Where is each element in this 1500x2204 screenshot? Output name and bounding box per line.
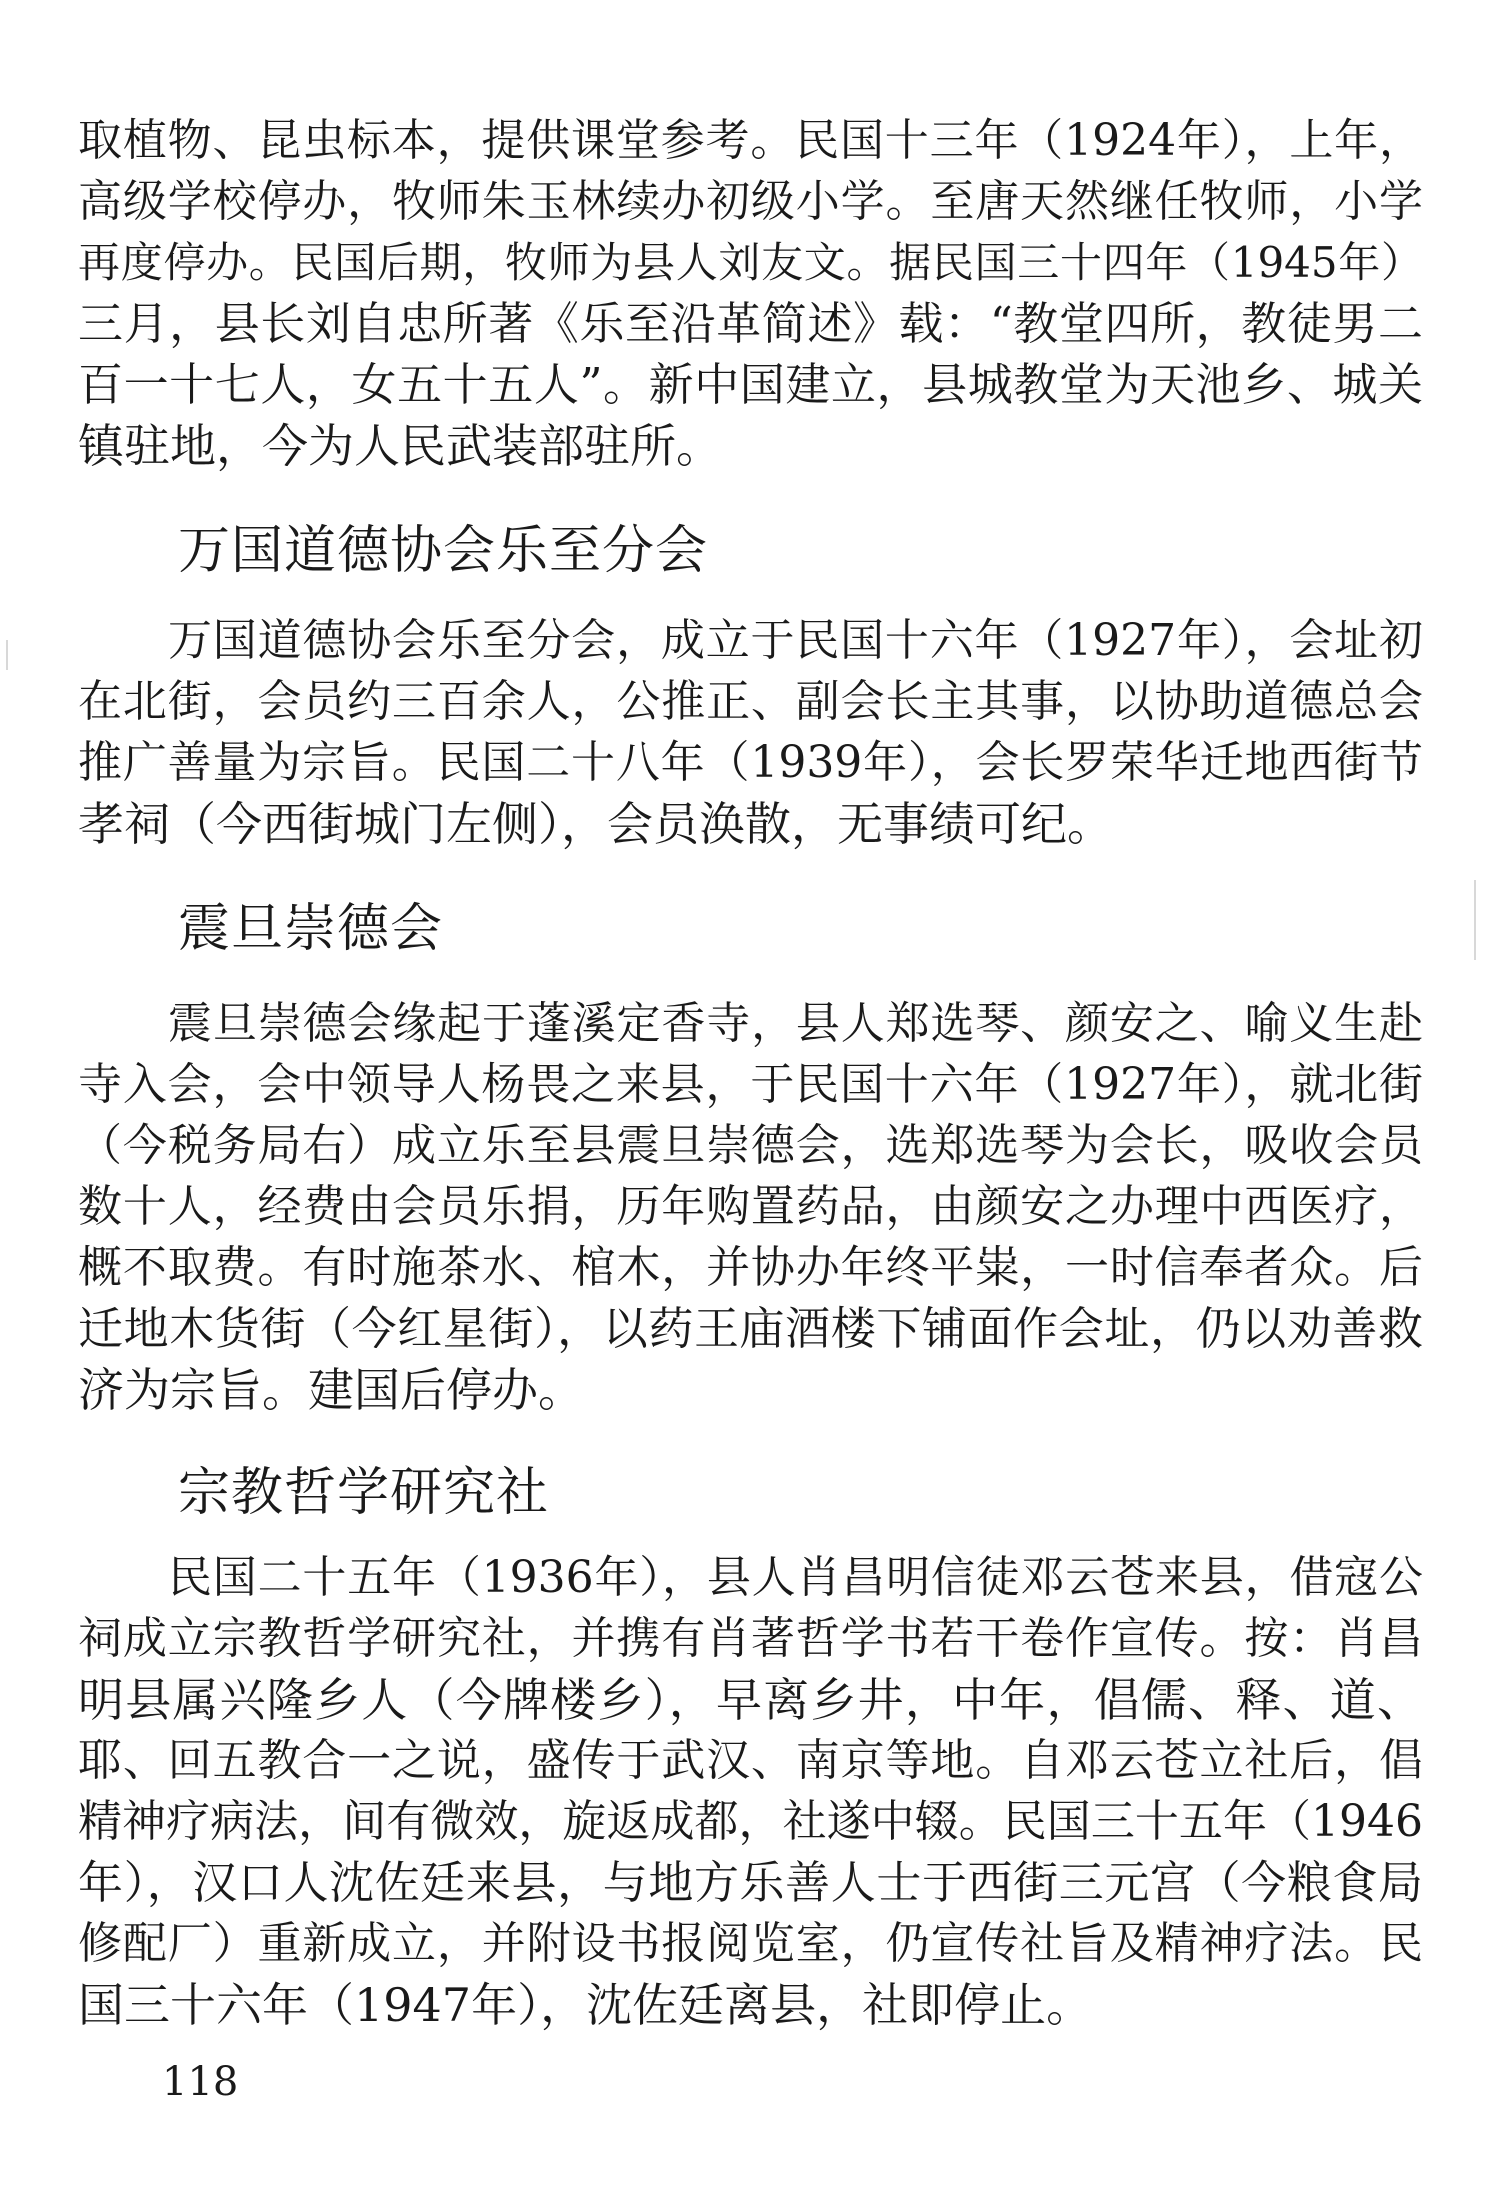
section-heading: 宗教哲学研究社 xyxy=(178,1463,550,1523)
paragraph-line: 精神疗病法，间有微效，旋返成都，社遂中辍。民国三十五年（1946 xyxy=(78,1796,1423,1847)
paragraph-line: 数十人，经费由会员乐捐，历年购置药品，由颜安之办理中西医疗， xyxy=(78,1181,1423,1232)
paragraph-line: 推广善量为宗旨。民国二十八年（1939年），会长罗荣华迁地西街节 xyxy=(78,737,1423,788)
paragraph-line: 高级学校停办，牧师朱玉林续办初级小学。至唐天然继任牧师，小学 xyxy=(78,176,1423,227)
paragraph-line: 震旦崇德会缘起于蓬溪定香寺，县人郑选琴、颜安之、喻义生赴 xyxy=(168,998,1423,1049)
paragraph-line: 再度停办。民国后期，牧师为县人刘友文。据民国三十四年（1945年） xyxy=(78,238,1423,287)
paragraph-line: 祠成立宗教哲学研究社，并携有肖著哲学书若干卷作宣传。按：肖昌 xyxy=(78,1613,1423,1664)
paragraph-line: 国三十六年（1947年），沈佐廷离县，社即停止。 xyxy=(78,1978,1093,2032)
paragraph-line: 耶、回五教合一之说，盛传于武汉、南京等地。自邓云苍立社后，倡 xyxy=(78,1735,1423,1786)
paragraph-line: 三月，县长刘自忠所著《乐至沿革简述》载：“教堂四所，教徒男二 xyxy=(78,297,1423,350)
paragraph-line: 年），汉口人沈佐廷来县，与地方乐善人士于西街三元宫（今粮食局 xyxy=(78,1856,1423,1909)
section-heading: 万国道德协会乐至分会 xyxy=(178,521,709,581)
paragraph-line: 修配厂）重新成立，并附设书报阅览室，仍宣传社旨及精神疗法。民 xyxy=(78,1918,1423,1969)
paragraph-line: 明县属兴隆乡人（今牌楼乡），早离乡井，中年，倡儒、释、道、 xyxy=(78,1673,1423,1727)
paragraph-line: 取植物、昆虫标本，提供课堂参考。民国十三年（1924年），上年， xyxy=(78,115,1423,166)
paragraph-line: 万国道德协会乐至分会，成立于民国十六年（1927年），会址初 xyxy=(168,615,1423,666)
paragraph-line: 百一十七人，女五十五人”。新中国建立，县城教堂为天池乡、城关 xyxy=(78,358,1423,411)
paragraph-line: 寺入会，会中领导人杨畏之来县，于民国十六年（1927年），就北街 xyxy=(78,1059,1423,1110)
paragraph-line: （今税务局右）成立乐至县震旦崇德会，选郑选琴为会长，吸收会员 xyxy=(78,1120,1423,1171)
scan-edge-mark xyxy=(6,640,8,670)
paragraph-line: 迁地木货街（今红星街），以药王庙酒楼下铺面作会址，仍以劝善救 xyxy=(78,1302,1423,1355)
paragraph-line: 在北街，会员约三百余人，公推正、副会长主其事，以协助道德总会 xyxy=(78,676,1423,727)
section-heading: 震旦崇德会 xyxy=(178,899,444,959)
paragraph-line: 民国二十五年（1936年），县人肖昌明信徒邓云苍来县，借寇公 xyxy=(168,1552,1423,1603)
paragraph-line: 孝祠（今西街城门左侧），会员涣散，无事绩可纪。 xyxy=(78,797,1113,851)
scan-edge-mark xyxy=(1474,880,1476,960)
paragraph-line: 济为宗旨。建国后停办。 xyxy=(78,1363,584,1417)
paragraph-line: 概不取费。有时施茶水、棺木，并协办年终平粜，一时信奉者众。后 xyxy=(78,1242,1423,1293)
paragraph-line: 镇驻地，今为人民武装部驻所。 xyxy=(78,419,722,473)
page-number: 118 xyxy=(162,2059,239,2105)
